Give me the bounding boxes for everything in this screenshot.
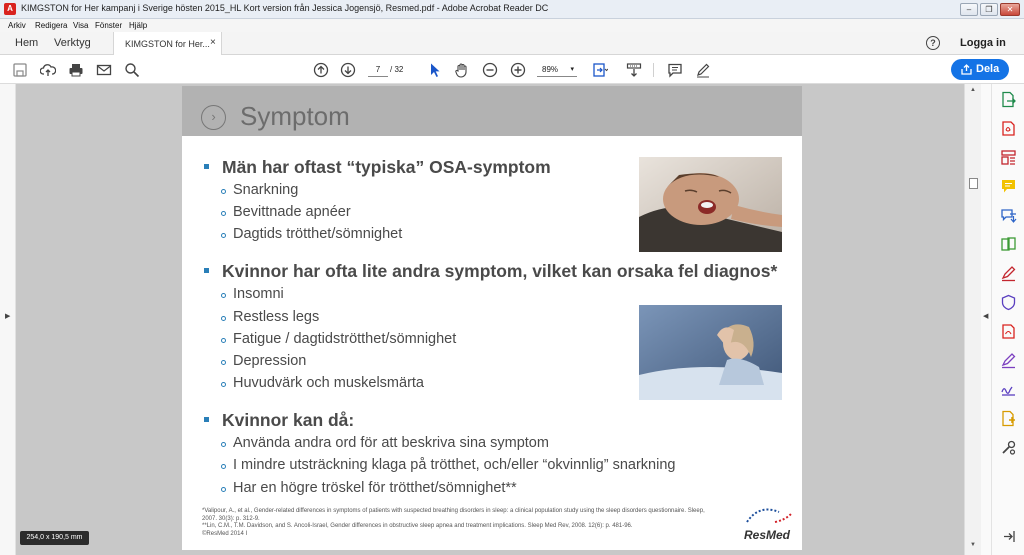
tab-document[interactable]: [113, 32, 222, 55]
document-tab-label: KIMGSTON for Her...: [125, 39, 210, 49]
footnote-line: *Valipour, A., et al., Gender-related differences in symptoms of patients with suspected breathing disorders in sleep: a clinical population study using the sleep disorders questionnaire. Sleep,: [202, 508, 705, 514]
copyright: ©ResMed 2014 I: [202, 530, 248, 537]
toolbar-separator: [653, 63, 654, 77]
tab-tools[interactable]: Verktyg: [54, 37, 91, 49]
list-item: Depression: [221, 353, 306, 369]
maximize-button[interactable]: ❐: [980, 3, 998, 16]
email-icon[interactable]: [96, 62, 112, 78]
list-item: Snarkning: [221, 182, 298, 198]
send-for-review-icon[interactable]: [1000, 207, 1017, 224]
edit-pdf-icon[interactable]: [1000, 323, 1017, 340]
vertical-scrollbar[interactable]: [964, 84, 981, 555]
left-panel-toggle[interactable]: [0, 84, 16, 555]
share-label: Dela: [976, 63, 1000, 75]
menu-redigera[interactable]: Redigera: [35, 21, 68, 30]
menu-fonster[interactable]: Fönster: [95, 21, 123, 30]
help-icon[interactable]: ?: [926, 36, 940, 50]
minimize-button[interactable]: –: [960, 3, 978, 16]
scroll-up-icon[interactable]: ▲: [970, 87, 976, 93]
save-icon[interactable]: [12, 62, 28, 78]
pdf-page: [182, 86, 802, 550]
list-item: Huvudvärk och muskelsmärta: [221, 375, 424, 391]
acrobat-app-icon: A: [4, 3, 16, 15]
footnote-line: **Lin, C.M., T.M. Davidson, and S. Ancoli-Israel, Gender differences in obstructive sleep apnea and treatment implications. Sleep Med Rev, 2008. 12(6): p. 481-96.: [202, 523, 633, 529]
share-icon: [961, 64, 972, 75]
zoom-out-icon[interactable]: [482, 62, 498, 78]
list-item: Fatigue / dagtidströtthet/sömnighet: [221, 331, 456, 347]
fill-sign-icon[interactable]: [1000, 265, 1017, 282]
search-icon[interactable]: [124, 62, 140, 78]
scroll-mode-icon[interactable]: [626, 62, 642, 78]
protect-shield-icon[interactable]: [1000, 294, 1017, 311]
cloud-upload-icon[interactable]: [40, 62, 56, 78]
list-item: Har en högre tröskel för trötthet/sömnighet**: [221, 480, 517, 496]
chevron-circle-icon: ›: [201, 105, 226, 130]
page-total: / 32: [390, 65, 404, 74]
close-tab-icon[interactable]: ×: [210, 37, 216, 48]
section-heading: Kvinnor kan då:: [204, 410, 354, 431]
prepare-form-icon[interactable]: [1000, 410, 1017, 427]
login-button[interactable]: Logga in: [960, 37, 1006, 49]
list-item: Använda andra ord för att beskriva sina symptom: [221, 435, 549, 451]
tab-home[interactable]: Hem: [15, 37, 39, 49]
sleepless-woman-photo: [639, 305, 782, 400]
scroll-down-icon[interactable]: ▼: [970, 542, 976, 548]
scroll-thumb[interactable]: [969, 178, 978, 189]
window-title: KIMGSTON for Her kampanj i Sverige hösten 2015_HL Kort version från Jessica Jogensjö, Resmed.pdf - Adobe Acrobat Reader DC: [21, 3, 549, 13]
print-icon[interactable]: [68, 62, 84, 78]
select-pointer-icon[interactable]: [427, 62, 443, 78]
draw-pen-icon[interactable]: [695, 62, 711, 78]
page-size-indicator: 254,0 x 190,5 mm: [20, 531, 89, 545]
menu-arkiv[interactable]: Arkiv: [8, 21, 26, 30]
zoom-select[interactable]: [537, 62, 577, 77]
right-panel-toggle[interactable]: [981, 84, 991, 555]
certificates-pen-icon[interactable]: [1000, 352, 1017, 369]
menu-visa[interactable]: Visa: [73, 21, 89, 30]
zoom-in-icon[interactable]: [510, 62, 526, 78]
list-item: Dagtids trötthet/sömnighet: [221, 226, 402, 242]
zoom-value-text: 89%: [542, 65, 559, 74]
footnotes: [202, 508, 802, 538]
create-pdf-icon[interactable]: [1000, 120, 1017, 137]
close-window-button[interactable]: ✕: [1000, 3, 1020, 16]
list-item: Insomni: [221, 286, 284, 302]
list-item: Bevittnade apnéer: [221, 204, 351, 220]
page-number-input[interactable]: 7: [368, 62, 388, 77]
slide-title: Symptom: [240, 101, 350, 131]
list-item: I mindre utsträckning klaga på trötthet, och/eller “okvinnlig” snarkning: [221, 457, 675, 473]
page-up-icon[interactable]: [313, 62, 329, 78]
tools-panel: [991, 84, 1024, 555]
toolbar: [0, 56, 1024, 84]
comment-tool-icon[interactable]: [1000, 178, 1017, 195]
combine-files-icon[interactable]: [1000, 236, 1017, 253]
collapse-tools-icon[interactable]: [1000, 528, 1017, 545]
expand-left-icon[interactable]: ▶: [5, 313, 11, 320]
section-heading: Män har oftast “typiska” OSA-symptom: [204, 157, 551, 178]
footnote-line: 2007. 30(3): p. 312-9.: [202, 515, 260, 522]
hand-tool-icon[interactable]: [454, 62, 470, 78]
resmed-logo-arc: [745, 506, 795, 528]
title-bar: [0, 0, 1024, 19]
page-down-icon[interactable]: [340, 62, 356, 78]
organize-pages-icon[interactable]: [1000, 149, 1017, 166]
menu-bar: [0, 19, 1024, 32]
more-tools-icon[interactable]: [1000, 439, 1017, 456]
export-pdf-icon[interactable]: [1000, 91, 1017, 108]
section-heading: Kvinnor har ofta lite andra symptom, vilket kan orsaka fel diagnos*: [204, 261, 777, 282]
slide-header-band: [182, 86, 802, 136]
sign-signature-icon[interactable]: [1000, 381, 1017, 398]
chevron-down-icon: ▾: [570, 66, 574, 73]
menu-hjalp[interactable]: Hjälp: [129, 21, 148, 30]
snoring-man-photo: [639, 157, 782, 252]
share-button[interactable]: [951, 59, 1009, 80]
fit-page-icon[interactable]: [592, 62, 608, 78]
resmed-logo: ResMed: [744, 528, 791, 542]
comment-icon[interactable]: [667, 62, 683, 78]
list-item: Restless legs: [221, 309, 319, 325]
tab-bar: [0, 32, 1024, 55]
collapse-right-icon[interactable]: ◀: [983, 313, 989, 320]
